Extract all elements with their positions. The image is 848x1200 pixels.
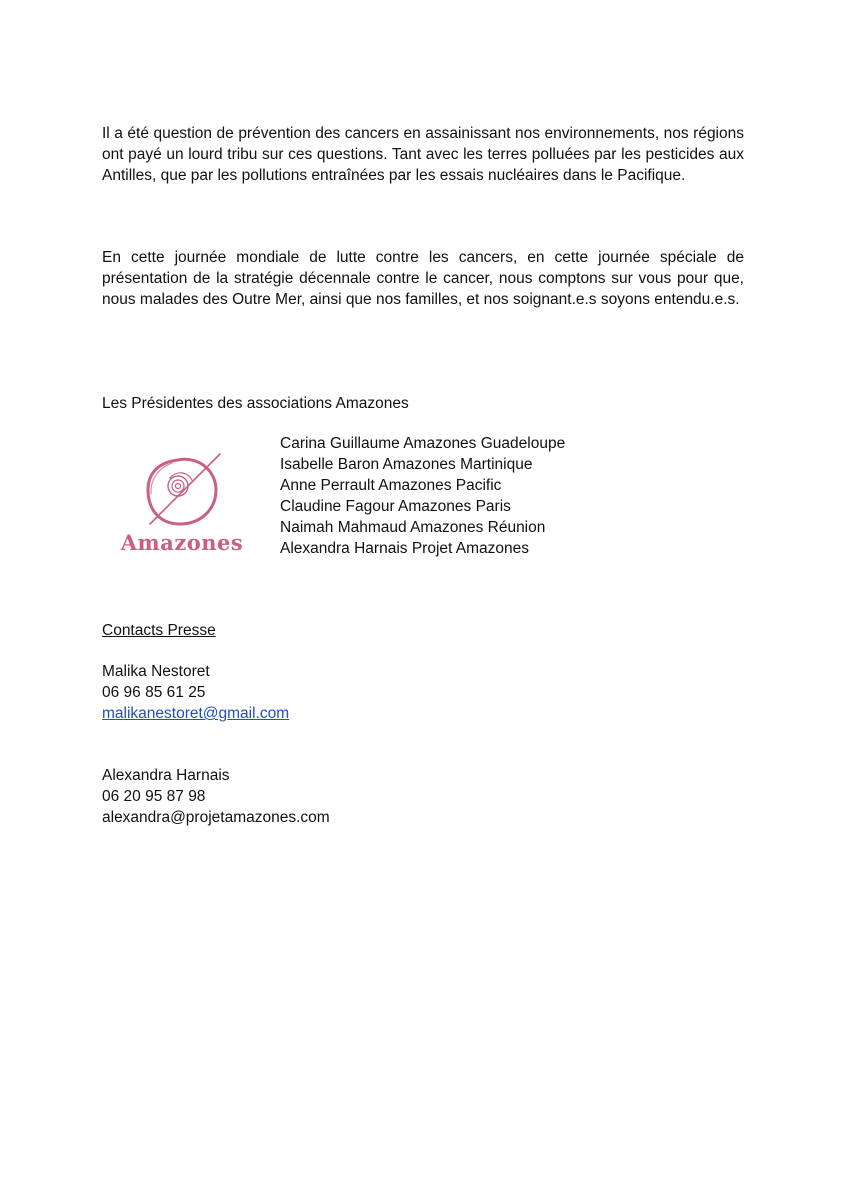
contact-email-link[interactable]: malikanestoret@gmail.com [102,705,290,722]
paragraph-journee-mondiale: En cette journée mondiale de lutte contre les cancers, en cette journée spéciale de présentation de la stratégie décennale contre le cancer, nous comptons sur vous pour que, nous malades des Outre Mer, ainsi que nos familles, et nos soignant.e.s soyons entendu.e.s. [102,249,744,308]
contact-block-alexandra [102,765,330,828]
president-item: Naimah Mahmaud Amazones Réunion [280,519,546,536]
contacts-heading: Contacts Presse [102,622,216,639]
paragraph-prevention: Il a été question de prévention des cancers en assainissant nos environnements, nos régions ont payé un lourd tribu sur ces questions. Tant avec les terres polluées par les pesticides aux Antilles, que par les pollutions entraînées par les essais nucléaires dans le Pacifique. [102,125,744,184]
contact-phone: 06 20 95 87 98 [102,788,206,805]
contact-name: Malika Nestoret [102,663,210,680]
president-item: Claudine Fagour Amazones Paris [280,498,511,515]
signoff-line: Les Présidentes des associations Amazones [102,395,409,412]
president-item: Isabelle Baron Amazones Martinique [280,456,533,473]
president-item: Carina Guillaume Amazones Guadeloupe [280,435,566,452]
amazones-wordmark: Amazones [120,530,244,555]
contact-block-malika [102,661,289,724]
amazones-circle-logo-icon [112,450,252,532]
president-item: Anne Perrault Amazones Pacific [280,477,502,494]
contact-phone: 06 96 85 61 25 [102,684,206,701]
president-item: Alexandra Harnais Projet Amazones [280,540,529,557]
presidents-list [280,433,565,559]
contact-name: Alexandra Harnais [102,767,230,784]
contact-email: alexandra@projetamazones.com [102,809,330,826]
amazones-logo [112,450,252,558]
